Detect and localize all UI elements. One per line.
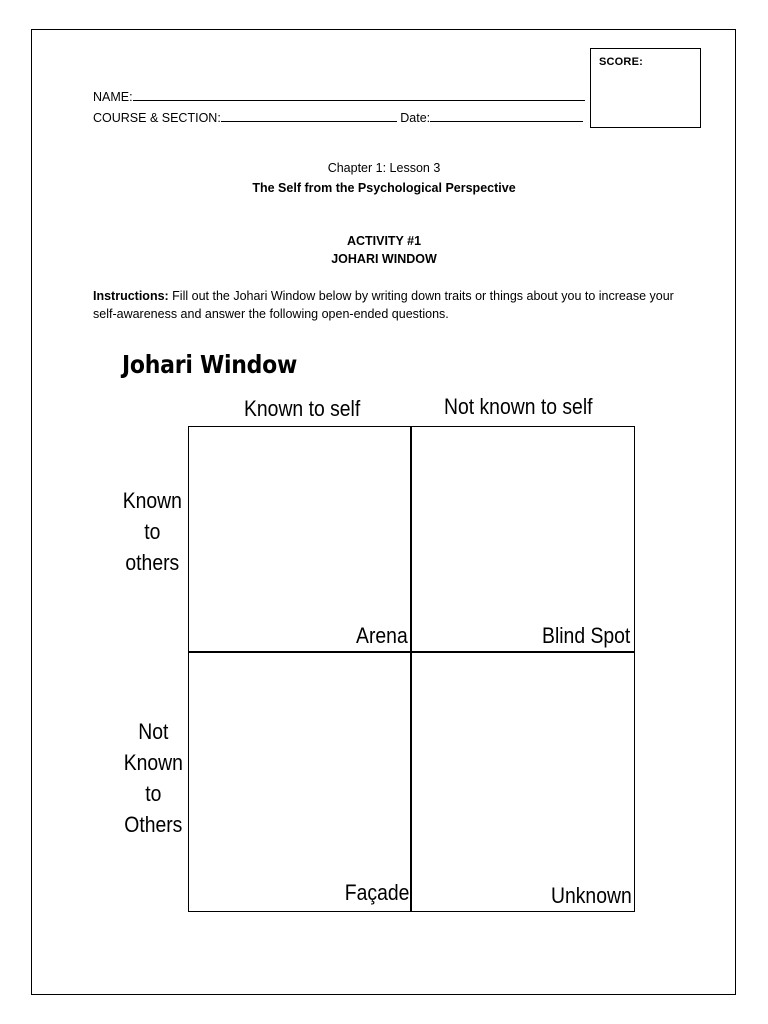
quadrant-blind-spot: Blind Spot	[541, 623, 630, 648]
row-not-known-line: Not	[138, 719, 169, 744]
row-not-known-to-others	[119, 716, 188, 840]
lesson-title: The Self from the Psychological Perspective	[252, 181, 516, 195]
row-not-known-line: to	[145, 781, 162, 806]
johari-grid	[188, 426, 635, 912]
col-not-known-to-self: Not known to self	[444, 394, 593, 419]
course-label: COURSE & SECTION:	[93, 111, 221, 125]
name-blank[interactable]	[133, 89, 585, 101]
row-not-known-line: Others	[124, 812, 183, 837]
col-known-to-self: Known to self	[244, 396, 361, 421]
quadrant-facade: Façade	[344, 880, 409, 905]
instructions	[93, 287, 683, 323]
row-not-known-line: Known	[123, 750, 183, 775]
activity-name: JOHARI WINDOW	[331, 252, 437, 266]
course-date-field[interactable]	[93, 110, 583, 125]
instructions-text: Fill out the Johari Window below by writing down traits or things about you to increase your self-awareness and answer the following open-ended questions.	[93, 289, 674, 321]
instructions-label: Instructions:	[93, 289, 169, 303]
course-blank[interactable]	[221, 110, 397, 122]
activity-number: ACTIVITY #1	[346, 234, 422, 248]
row-known-line: others	[125, 550, 180, 575]
name-field[interactable]	[93, 89, 585, 104]
row-known-to-others	[118, 485, 187, 578]
grid-vertical-divider	[410, 426, 412, 912]
row-known-line: to	[144, 519, 161, 544]
date-blank[interactable]	[430, 110, 583, 122]
johari-title: Johari Window	[122, 350, 298, 379]
quadrant-unknown: Unknown	[551, 883, 632, 908]
grid-horizontal-divider	[188, 651, 635, 653]
row-known-line: Known	[122, 488, 182, 513]
name-label: NAME:	[93, 90, 133, 104]
score-label: SCORE:	[599, 56, 643, 68]
quadrant-arena: Arena	[356, 623, 408, 648]
date-label: Date:	[400, 111, 431, 125]
chapter-lesson: Chapter 1: Lesson 3	[327, 161, 441, 175]
